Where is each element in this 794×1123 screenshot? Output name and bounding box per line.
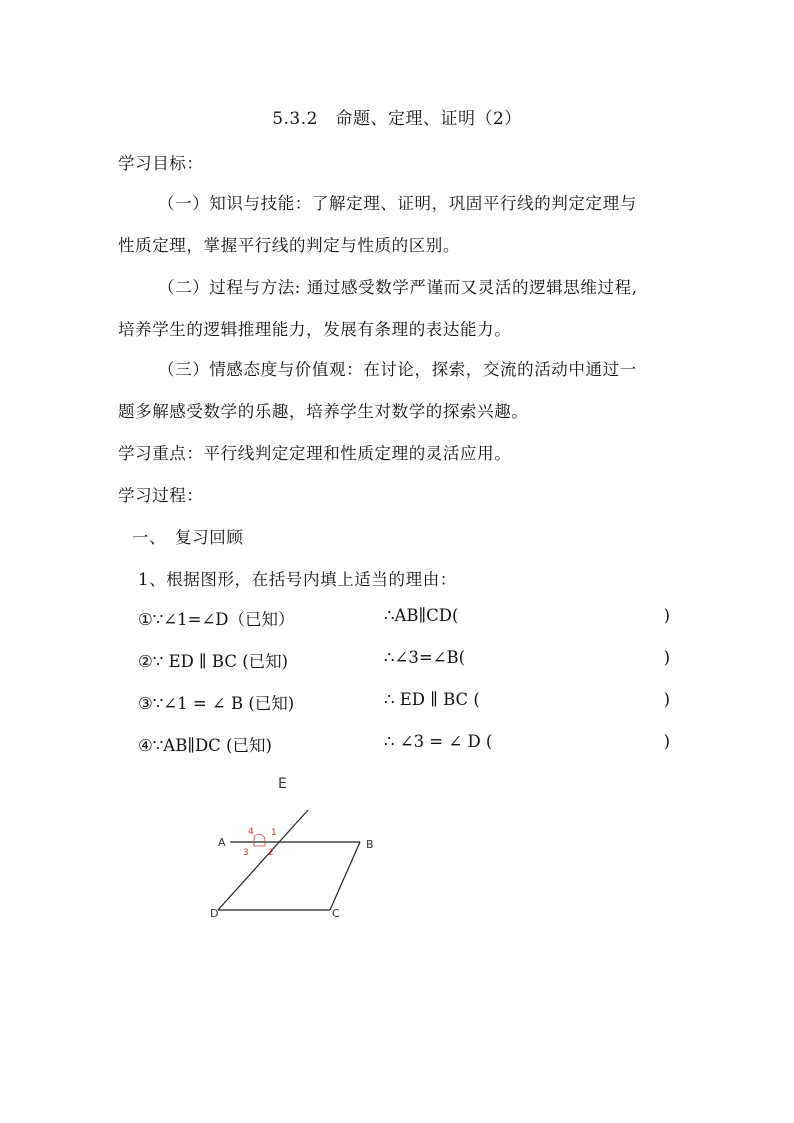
process-objective-line-1: （二）过程与方法: 通过感受数学严谨而又灵活的逻辑思维过程, xyxy=(158,278,638,297)
angle-label-2: 2 xyxy=(268,848,274,858)
segment-bc xyxy=(330,842,360,910)
line-ed xyxy=(218,810,308,910)
objectives-heading: 学习目标： xyxy=(118,154,204,173)
point-label-b: B xyxy=(366,838,374,851)
angle-marker xyxy=(254,834,265,846)
reason-row xyxy=(138,606,678,630)
emotion-objective-line-1: （三）情感态度与价值观：在讨论，探索，交流的活动中通过一 xyxy=(158,360,637,379)
reason-row xyxy=(138,732,678,756)
knowledge-objective-line-2: 性质定理，掌握平行线的判定与性质的区别。 xyxy=(118,236,460,255)
reason-close-paren: ) xyxy=(663,606,670,625)
point-label-d: D xyxy=(210,907,219,920)
angle-label-3: 3 xyxy=(243,848,249,858)
reason-premise: ④∵AB∥DC (已知) xyxy=(138,736,272,755)
process-objective-line-2: 培养学生的逻辑推理能力，发展有条理的表达能力。 xyxy=(118,320,512,339)
reason-premise: ②∵ ED ∥ BC (已知) xyxy=(138,652,289,671)
reason-conclusion: ∴AB∥CD( xyxy=(384,606,459,625)
key-point: 学习重点：平行线判定定理和性质定理的灵活应用。 xyxy=(118,444,512,463)
process-heading: 学习过程： xyxy=(118,486,204,505)
question-1: 1、根据图形，在括号内填上适当的理由： xyxy=(138,570,457,589)
knowledge-objective-line-1: （一）知识与技能：了解定理、证明，巩固平行线的判定定理与 xyxy=(158,194,637,213)
point-label-a: A xyxy=(218,836,226,849)
section-review-heading: 一、 复习回顾 xyxy=(132,528,244,547)
reason-close-paren: ) xyxy=(663,732,670,751)
page-title: 5.3.2 命题、定理、证明（2） xyxy=(272,109,522,129)
point-label-e: E xyxy=(278,776,287,792)
reason-close-paren: ) xyxy=(663,690,670,709)
reason-conclusion: ∴∠3=∠B( xyxy=(384,648,466,667)
reason-premise: ①∵∠1=∠D（已知） xyxy=(138,610,295,629)
angle-label-1: 1 xyxy=(271,828,277,838)
geometry-figure xyxy=(210,770,390,930)
reason-close-paren: ) xyxy=(663,648,670,667)
reason-conclusion: ∴ ED ∥ BC ( xyxy=(384,690,480,709)
reason-conclusion: ∴ ∠3 = ∠ D ( xyxy=(384,732,493,751)
point-label-c: C xyxy=(332,907,340,920)
reason-row xyxy=(138,690,678,714)
angle-label-4: 4 xyxy=(248,827,254,837)
reason-premise: ③∵∠1 = ∠ B (已知) xyxy=(138,694,295,713)
emotion-objective-line-2: 题多解感受数学的乐趣，培养学生对数学的探索兴趣。 xyxy=(118,402,529,421)
reason-row xyxy=(138,648,678,672)
